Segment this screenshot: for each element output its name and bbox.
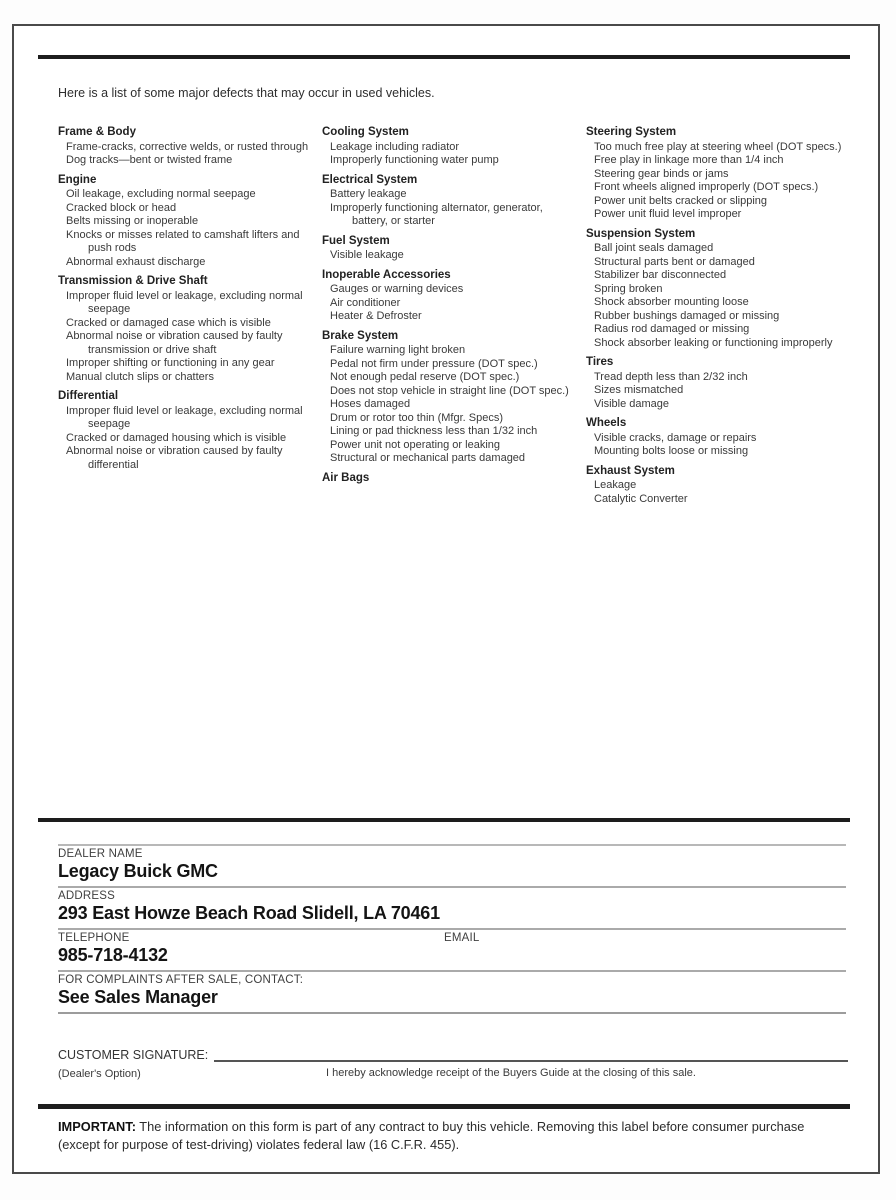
defect-item: Battery leakage xyxy=(330,188,407,200)
signature-line xyxy=(214,1046,848,1062)
field-label: TELEPHONE xyxy=(58,932,130,944)
form-field xyxy=(444,932,846,966)
defect-item: Mounting bolts loose or missing xyxy=(594,445,749,457)
defect-item: Oil leakage, excluding normal seepage xyxy=(66,188,256,200)
form-field xyxy=(58,890,846,924)
acknowledgment-text: I hereby acknowledge receipt of the Buyers Guide at the closing of this sale. xyxy=(326,1067,696,1079)
document-frame xyxy=(12,24,880,1174)
defects-column-3 xyxy=(586,126,850,506)
intro-text: Here is a list of some major defects that may occur in used vehicles. xyxy=(58,86,435,100)
section-title: Exhaust System xyxy=(586,464,675,477)
defect-item: Improperly functioning water pump xyxy=(330,154,499,166)
defect-item: Radius rod damaged or missing xyxy=(594,323,750,335)
field-value: 293 East Howze Beach Road Slidell, LA 70461 xyxy=(58,903,440,923)
defects-column-2 xyxy=(322,126,578,506)
defect-item: Rubber bushings damaged or missing xyxy=(594,309,780,322)
form-bottom-line xyxy=(58,1012,846,1014)
field-label: ADDRESS xyxy=(58,890,115,902)
defect-item: Air conditioner xyxy=(330,296,401,309)
defect-item: Does not stop vehicle in straight line (DOT spec.) xyxy=(330,384,569,397)
section-title: Suspension System xyxy=(586,227,696,240)
section-title: Cooling System xyxy=(322,126,409,138)
defect-item: Failure warning light broken xyxy=(330,344,466,356)
defect-item: Free play in linkage more than 1/4 inch xyxy=(594,154,784,166)
section-title: Transmission & Drive Shaft xyxy=(58,275,208,287)
defect-item: Shock absorber leaking or functioning improperly xyxy=(594,336,833,349)
field-label: FOR COMPLAINTS AFTER SALE, CONTACT: xyxy=(58,974,304,986)
defect-item: Abnormal exhaust discharge xyxy=(66,255,206,268)
defect-item: Tread depth less than 2/32 inch xyxy=(594,370,748,383)
defect-item: Visible damage xyxy=(594,397,670,410)
section-title: Electrical System xyxy=(322,173,418,186)
defect-item: Belts missing or inoperable xyxy=(66,215,199,227)
signature-subrow xyxy=(58,1064,848,1082)
defect-item: Heater & Defroster xyxy=(330,310,422,322)
important-text: The information on this form is part of any contract to buy this vehicle. Removing this label before consumer purchase (except for purpose of test-driving) violates federal law (16 C.F.R. 455). xyxy=(58,1119,805,1152)
defect-item: Structural or mechanical parts damaged xyxy=(330,452,526,464)
defect-item: Manual clutch slips or chatters xyxy=(66,370,214,383)
section-title: Differential xyxy=(58,390,119,402)
defect-item: Leakage xyxy=(594,479,637,491)
defect-item: Leakage including radiator xyxy=(330,140,460,153)
defect-item: Knocks or misses related to camshaft lifters and push rods xyxy=(66,228,300,254)
defect-item: Stabilizer bar disconnected xyxy=(594,269,727,281)
field-label: EMAIL xyxy=(444,932,480,944)
signature-row xyxy=(58,1046,848,1062)
defect-item: Gauges or warning devices xyxy=(330,283,464,295)
defect-item: Improper shifting or functioning in any gear xyxy=(66,357,275,369)
signature-section xyxy=(58,1046,848,1082)
dealers-option-label: (Dealer's Option) xyxy=(58,1068,141,1080)
defect-item: Ball joint seals damaged xyxy=(594,242,714,254)
form-row xyxy=(58,886,846,928)
section-title: Frame & Body xyxy=(58,126,136,138)
defect-item: Dog tracks—bent or twisted frame xyxy=(66,154,233,166)
important-notice xyxy=(58,1118,838,1153)
defect-item: Pedal not firm under pressure (DOT spec.) xyxy=(330,357,538,370)
defect-item: Improper fluid level or leakage, excluding normal seepage xyxy=(66,289,303,315)
defect-item: Sizes mismatched xyxy=(594,384,684,396)
defect-item: Visible leakage xyxy=(330,249,404,261)
defect-item: Abnormal noise or vibration caused by faulty transmission or drive shaft xyxy=(66,330,283,356)
customer-signature-label: CUSTOMER SIGNATURE: xyxy=(58,1048,209,1062)
defect-item: Cracked or damaged case which is visible xyxy=(66,316,271,329)
section-title: Wheels xyxy=(586,417,627,429)
defect-item: Visible cracks, damage or repairs xyxy=(594,431,757,444)
important-label: IMPORTANT: xyxy=(58,1119,136,1134)
section-title: Tires xyxy=(586,356,614,368)
defect-item: Shock absorber mounting loose xyxy=(594,296,749,308)
field-value: Legacy Buick GMC xyxy=(58,861,218,881)
defect-item: Improperly functioning alternator, generator, battery, or starter xyxy=(330,201,543,227)
defect-item: Catalytic Converter xyxy=(594,492,688,505)
defect-item: Spring broken xyxy=(594,282,663,295)
defect-item: Cracked or damaged housing which is visible xyxy=(66,431,287,444)
section-title: Steering System xyxy=(586,126,677,138)
field-value: See Sales Manager xyxy=(58,987,218,1007)
defect-item: Abnormal noise or vibration caused by faulty differential xyxy=(66,445,283,471)
dealer-form xyxy=(58,844,846,1014)
defects-columns xyxy=(58,126,850,506)
form-field xyxy=(58,932,444,966)
defect-item: Structural parts bent or damaged xyxy=(594,255,755,268)
defect-item: Frame-cracks, corrective welds, or rusted through xyxy=(66,140,309,153)
form-field xyxy=(58,848,846,882)
important-divider xyxy=(38,1104,850,1109)
defect-item: Improper fluid level or leakage, excluding normal seepage xyxy=(66,404,303,430)
top-divider xyxy=(38,55,850,59)
defect-item: Hoses damaged xyxy=(330,398,411,410)
defect-item: Too much free play at steering wheel (DOT specs.) xyxy=(594,140,842,153)
defects-column-1 xyxy=(58,126,314,506)
section-title: Engine xyxy=(58,173,97,186)
form-row xyxy=(58,970,846,1012)
defect-item: Drum or rotor too thin (Mfgr. Specs) xyxy=(330,411,503,424)
section-title: Brake System xyxy=(322,329,399,342)
field-value xyxy=(444,944,846,966)
form-row xyxy=(58,844,846,886)
defect-item: Power unit not operating or leaking xyxy=(330,438,500,451)
defect-item: Lining or pad thickness less than 1/32 inch xyxy=(330,425,538,437)
dealer-section-divider xyxy=(38,818,850,822)
section-title: Fuel System xyxy=(322,234,390,247)
defect-item: Power unit fluid level improper xyxy=(594,208,742,220)
form-row xyxy=(58,928,846,970)
field-value: 985-718-4132 xyxy=(58,945,168,965)
field-label: DEALER NAME xyxy=(58,848,143,860)
section-title: Air Bags xyxy=(322,471,370,484)
defect-item: Not enough pedal reserve (DOT spec.) xyxy=(330,371,520,383)
defect-item: Cracked block or head xyxy=(66,201,177,214)
section-title: Inoperable Accessories xyxy=(322,268,451,281)
defect-item: Power unit belts cracked or slipping xyxy=(594,194,768,207)
form-field xyxy=(58,974,846,1008)
defect-item: Steering gear binds or jams xyxy=(594,167,729,180)
defect-item: Front wheels aligned improperly (DOT specs.) xyxy=(594,181,819,193)
